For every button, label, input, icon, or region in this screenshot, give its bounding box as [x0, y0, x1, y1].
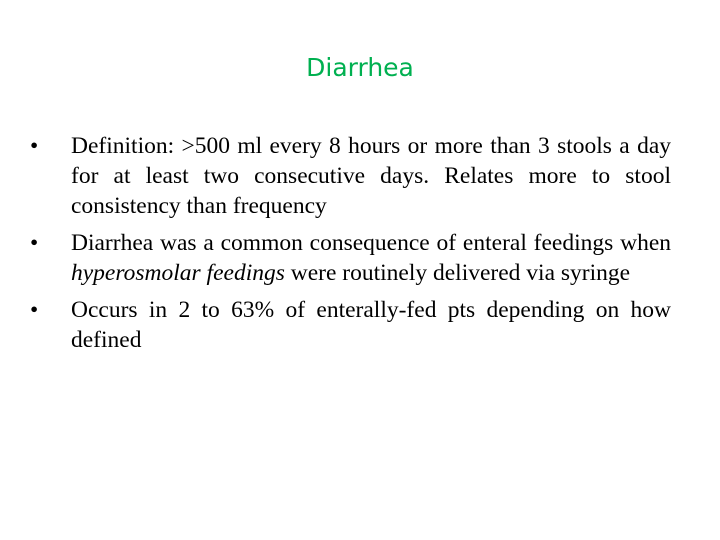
bullet-text: Definition: >500 ml every 8 hours or more than 3 stools a day for at least two consecutive days. Relates more to stool consistency than frequency — [71, 133, 671, 219]
bullet-common-consequence — [30, 228, 671, 288]
slide-title: Diarrhea — [306, 53, 414, 82]
bullet-list — [30, 131, 671, 362]
bullet-marker: • — [30, 230, 39, 256]
bullet-italic-term: hyperosmolar feedings — [71, 260, 285, 286]
bullet-text-before: Diarrhea was a common consequence of enteral feedings when — [71, 230, 671, 256]
bullet-marker: • — [30, 297, 39, 323]
bullet-text-after: were routinely delivered via syringe — [284, 260, 631, 286]
bullet-definition — [30, 131, 671, 221]
bullet-occurrence — [30, 295, 671, 355]
bullet-marker: • — [30, 133, 39, 159]
bullet-text: Occurs in 2 to 63% of enterally-fed pts depending on how defined — [71, 297, 671, 353]
